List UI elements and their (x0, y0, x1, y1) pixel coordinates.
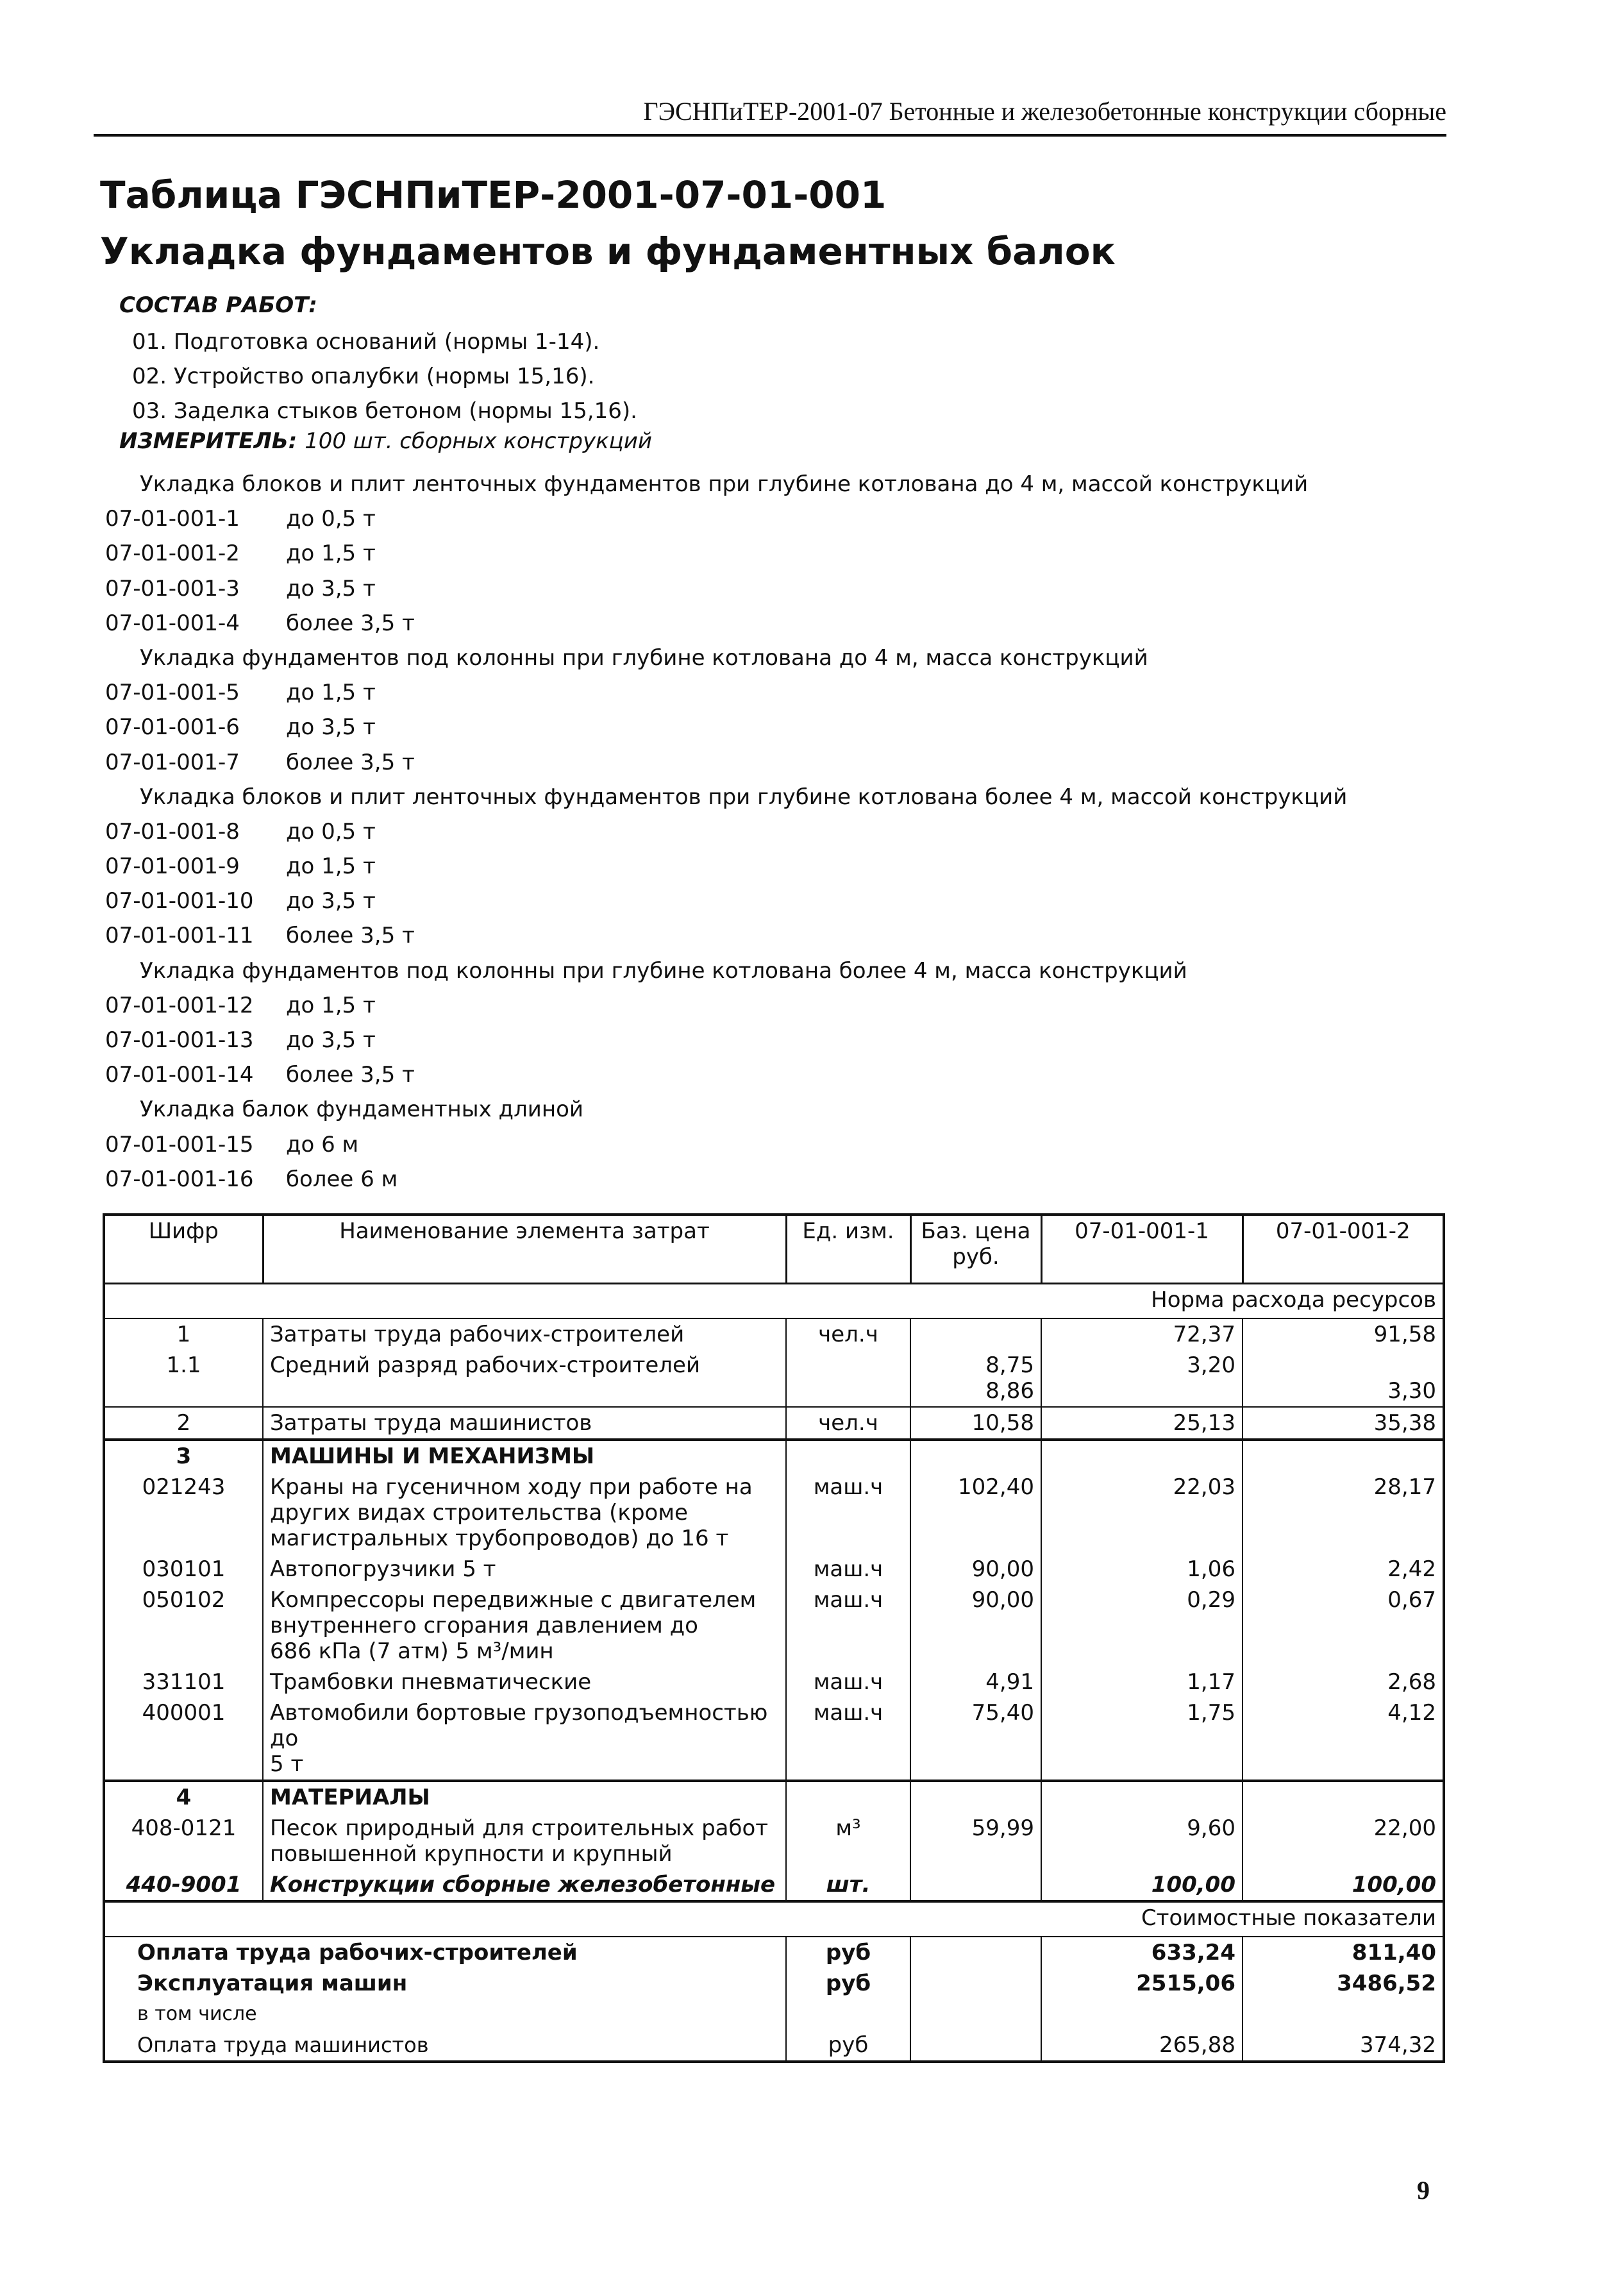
row-code: 408-0121 (104, 1813, 263, 1869)
row-code: 440-9001 (104, 1869, 263, 1901)
value-2-line: 3,30 (1387, 1378, 1436, 1404)
row-name: Конструкции сборные железобетонные (263, 1869, 786, 1901)
row-price: 102,40 (910, 1472, 1041, 1554)
work-item: 03. Заделка стыков бетоном (нормы 15,16). (132, 398, 637, 424)
row-name: Трамбовки пневматические (263, 1667, 786, 1697)
norm-text: до 1,5 т (286, 541, 376, 567)
norm-code: 07-01-001-16 (105, 1166, 254, 1192)
name-line: Песок природный для строительных работ (270, 1815, 769, 1841)
row-value-2: 2,42 (1243, 1554, 1444, 1585)
row-name: Средний разряд рабочих-строителей (263, 1350, 786, 1407)
norm-code: 07-01-001-2 (105, 541, 240, 567)
work-list (132, 324, 637, 428)
row-price (910, 1350, 1041, 1407)
row-price: 90,00 (910, 1554, 1041, 1585)
total-value-1: 2515,06 (1041, 1968, 1243, 1999)
table-row (104, 1472, 1444, 1554)
norm-item (105, 849, 1347, 884)
row-code: 050102 (104, 1585, 263, 1667)
norm-text: до 1,5 т (286, 680, 376, 706)
row-name (263, 1585, 786, 1667)
table-subtitle: Укладка фундаментов и фундаментных балок (100, 230, 1116, 273)
norm-text: до 3,5 т (286, 714, 376, 741)
norm-item (105, 884, 1347, 918)
norm-text: до 3,5 т (286, 1027, 376, 1053)
norm-code: 07-01-001-9 (105, 854, 240, 880)
norm-item (105, 918, 1347, 953)
total-value-1: 633,24 (1041, 1937, 1243, 1968)
row-unit: чел.ч (786, 1407, 910, 1440)
row-code: 030101 (104, 1554, 263, 1585)
row-code: 3 (104, 1440, 263, 1472)
table-title: Таблица ГЭСНПиТЕР-2001-07-01-001 (100, 173, 887, 217)
norm-item (105, 814, 1347, 849)
row-unit: маш.ч (786, 1585, 910, 1667)
measure-label: ИЗМЕРИТЕЛЬ: (119, 428, 297, 454)
header-price (910, 1215, 1041, 1284)
total-row (104, 2030, 1444, 2062)
header-col1: 07-01-001-1 (1041, 1215, 1243, 1284)
norm-text: более 3,5 т (286, 1062, 415, 1088)
row-value-1: 3,20 (1041, 1350, 1243, 1407)
norm-code: 07-01-001-7 (105, 749, 240, 775)
norm-code: 07-01-001-10 (105, 888, 254, 914)
header-code: Шифр (104, 1215, 263, 1284)
row-code: 2 (104, 1407, 263, 1440)
row-name: Затраты труда рабочих-строителей (263, 1318, 786, 1350)
work-item: 01. Подготовка оснований (нормы 1-14). (132, 329, 600, 355)
norm-code: 07-01-001-8 (105, 818, 240, 845)
row-code: 021243 (104, 1472, 263, 1554)
row-name (263, 1697, 786, 1781)
row-price (910, 1318, 1041, 1350)
norm-code: 07-01-001-5 (105, 680, 240, 706)
norm-text: до 1,5 т (286, 854, 376, 880)
table-row (104, 1350, 1444, 1407)
header-name: Наименование элемента затрат (263, 1215, 786, 1284)
norm-group-title: Укладка блоков и плит ленточных фундаментов при глубине котлована более 4 м, массой конструкций (140, 784, 1348, 810)
row-value-1: 9,60 (1041, 1813, 1243, 1869)
norm-item (105, 1127, 1347, 1162)
page-number: 9 (1417, 2176, 1430, 2205)
norm-item (105, 536, 1347, 571)
row-value-2: 35,38 (1243, 1407, 1444, 1440)
row-value-2 (1243, 1350, 1444, 1407)
norm-text: до 0,5 т (286, 818, 376, 845)
row-price: 4,91 (910, 1667, 1041, 1697)
norm-code: 07-01-001-14 (105, 1062, 254, 1088)
row-code: 331101 (104, 1667, 263, 1697)
section-row (104, 1781, 1444, 1813)
total-value-2: 374,32 (1243, 2030, 1444, 2062)
total-value-1: 265,88 (1041, 2030, 1243, 2062)
work-composition-label: СОСТАВ РАБОТ: (119, 292, 317, 318)
total-value-2: 3486,52 (1243, 1968, 1444, 1999)
table-row (104, 1554, 1444, 1585)
total-row (104, 1968, 1444, 1999)
norm-code: 07-01-001-1 (105, 506, 240, 532)
norm-item (105, 571, 1347, 606)
norm-group-title: Укладка блоков и плит ленточных фундаментов при глубине котлована до 4 м, массой конструкций (140, 471, 1309, 497)
table-row (104, 1318, 1444, 1350)
norm-item (105, 606, 1347, 641)
total-unit: руб (786, 1937, 910, 1968)
row-value-1: 22,03 (1041, 1472, 1243, 1554)
norm-caption: Норма расхода ресурсов (104, 1284, 1444, 1319)
total-value-2: 811,40 (1243, 1937, 1444, 1968)
measure-line (119, 428, 652, 454)
norm-text: до 3,5 т (286, 888, 376, 914)
row-name: Автопогрузчики 5 т (263, 1554, 786, 1585)
row-value-2: 22,00 (1243, 1813, 1444, 1869)
name-line: других видах строительства (кроме (270, 1500, 688, 1526)
row-price: 10,58 (910, 1407, 1041, 1440)
row-value-2: 2,68 (1243, 1667, 1444, 1697)
norm-group-title: Укладка фундаментов под колонны при глубине котлована до 4 м, масса конструкций (140, 644, 1148, 671)
row-value-1: 1,17 (1041, 1667, 1243, 1697)
total-row (104, 1937, 1444, 1968)
row-unit: маш.ч (786, 1697, 910, 1781)
name-line: магистральных трубопроводов) до 16 т (270, 1526, 729, 1551)
total-name: Эксплуатация машин (104, 1968, 786, 1999)
norm-text: более 3,5 т (286, 749, 415, 775)
table-row (104, 1697, 1444, 1781)
norm-caption-row (104, 1284, 1444, 1319)
row-price: 90,00 (910, 1585, 1041, 1667)
norm-item (105, 988, 1347, 1023)
row-name: МАТЕРИАЛЫ (263, 1781, 786, 1813)
header-unit: Ед. изм. (786, 1215, 910, 1284)
row-code: 400001 (104, 1697, 263, 1781)
row-unit: маш.ч (786, 1667, 910, 1697)
norm-group-title: Укладка фундаментов под колонны при глубине котлована более 4 м, масса конструкций (140, 957, 1187, 984)
header-price-line1: Баз. цена (921, 1218, 1031, 1244)
table-header-row (104, 1215, 1444, 1284)
norm-code: 07-01-001-13 (105, 1027, 254, 1053)
norm-code: 07-01-001-12 (105, 992, 254, 1018)
row-value-1: 72,37 (1041, 1318, 1243, 1350)
row-value-1: 1,06 (1041, 1554, 1243, 1585)
cost-caption: Стоимостные показатели (104, 1901, 1444, 1937)
row-code: 4 (104, 1781, 263, 1813)
norm-item (105, 675, 1347, 710)
price-line-2: 8,86 (985, 1378, 1034, 1404)
table-row (104, 1407, 1444, 1440)
row-unit: шт. (786, 1869, 910, 1901)
row-value-2: 28,17 (1243, 1472, 1444, 1554)
table-row (104, 1869, 1444, 1901)
row-code: 1.1 (104, 1350, 263, 1407)
row-value-1: 100,00 (1041, 1869, 1243, 1901)
norm-code: 07-01-001-15 (105, 1131, 254, 1157)
name-line: Компрессоры передвижные с двигателем (270, 1587, 757, 1613)
norm-list (105, 467, 1347, 1197)
norm-group-title: Укладка балок фундаментных длиной (140, 1097, 584, 1123)
row-unit: м³ (786, 1813, 910, 1869)
name-line: 5 т (270, 1751, 304, 1777)
work-item: 02. Устройство опалубки (нормы 15,16). (132, 364, 595, 389)
norm-code: 07-01-001-6 (105, 714, 240, 741)
row-unit (786, 1350, 910, 1407)
row-price (910, 1869, 1041, 1901)
total-unit: руб (786, 1968, 910, 1999)
norm-item (105, 1057, 1347, 1092)
norm-item (105, 501, 1347, 536)
name-line: внутреннего сгорания давлением до (270, 1613, 698, 1638)
row-value-1: 0,29 (1041, 1585, 1243, 1667)
norm-item (105, 745, 1347, 780)
norm-item (105, 1162, 1347, 1197)
header-price-line2: руб. (952, 1244, 1000, 1270)
table-row (104, 1813, 1444, 1869)
norm-item (105, 710, 1347, 745)
name-line: Автомобили бортовые грузоподъемностью до (270, 1700, 768, 1751)
row-value-2: 0,67 (1243, 1585, 1444, 1667)
total-row (104, 1999, 1444, 2030)
row-name (263, 1813, 786, 1869)
row-value-2: 91,58 (1243, 1318, 1444, 1350)
section-row (104, 1440, 1444, 1472)
norm-text: до 0,5 т (286, 506, 376, 532)
norm-code: 07-01-001-3 (105, 575, 240, 602)
norm-code: 07-01-001-11 (105, 923, 254, 949)
norm-text: более 3,5 т (286, 610, 415, 636)
row-value-1: 25,13 (1041, 1407, 1243, 1440)
total-unit: руб (786, 2030, 910, 2062)
norm-text: более 6 м (286, 1166, 398, 1192)
norm-text: более 3,5 т (286, 923, 415, 949)
row-price: 59,99 (910, 1813, 1041, 1869)
norm-text: до 6 м (286, 1131, 359, 1157)
row-name (263, 1472, 786, 1554)
running-header: ГЭСНПиТЕР-2001-07 Бетонные и железобетонные конструкции сборные (94, 96, 1446, 137)
row-code: 1 (104, 1318, 263, 1350)
row-unit: чел.ч (786, 1318, 910, 1350)
name-line: Краны на гусеничном ходу при работе на (270, 1474, 753, 1500)
norm-text: до 3,5 т (286, 575, 376, 602)
norm-code: 07-01-001-4 (105, 610, 240, 636)
resource-table (103, 1213, 1445, 2063)
row-value-2: 4,12 (1243, 1697, 1444, 1781)
row-name: МАШИНЫ И МЕХАНИЗМЫ (263, 1440, 786, 1472)
header-col2: 07-01-001-2 (1243, 1215, 1444, 1284)
row-name: Затраты труда машинистов (263, 1407, 786, 1440)
table-row (104, 1667, 1444, 1697)
row-value-1: 1,75 (1041, 1697, 1243, 1781)
row-price: 75,40 (910, 1697, 1041, 1781)
norm-item (105, 1023, 1347, 1057)
row-value-2: 100,00 (1243, 1869, 1444, 1901)
name-line: 686 кПа (7 атм) 5 м³/мин (270, 1638, 554, 1664)
total-name: Оплата труда машинистов (104, 2030, 786, 2062)
cost-caption-row (104, 1901, 1444, 1937)
price-line-1: 8,75 (985, 1352, 1034, 1378)
total-name: Оплата труда рабочих-строителей (104, 1937, 786, 1968)
row-unit: маш.ч (786, 1554, 910, 1585)
row-unit: маш.ч (786, 1472, 910, 1554)
measure-value: 100 шт. сборных конструкций (305, 428, 652, 454)
name-line: повышенной крупности и крупный (270, 1841, 673, 1867)
norm-text: до 1,5 т (286, 992, 376, 1018)
total-including-label: в том числе (104, 1999, 786, 2030)
table-row (104, 1585, 1444, 1667)
